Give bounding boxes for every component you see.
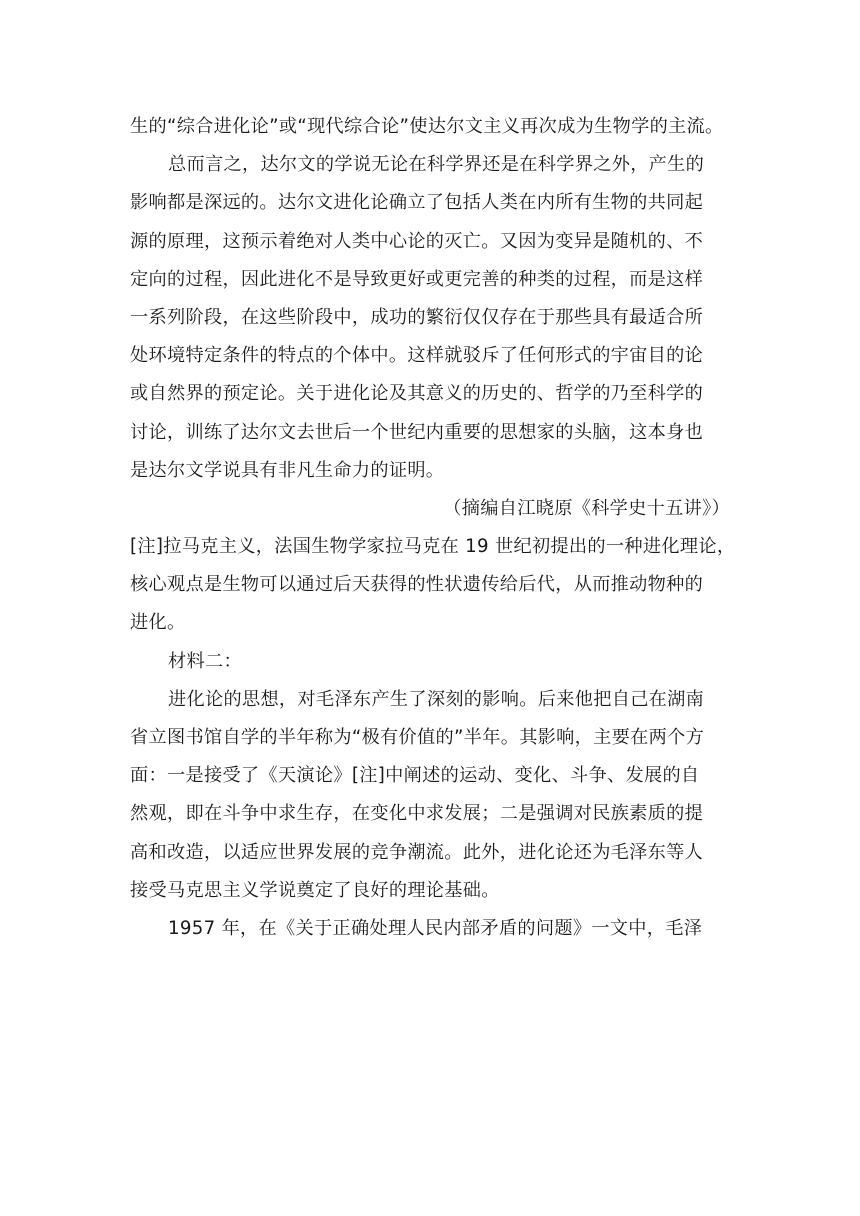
text-line: 讨论，训练了达尔文去世后一个世纪内重要的思想家的头脑，这本身也 — [130, 421, 704, 443]
text-line: 省立图书馆自学的半年称为“极有价值的”半年。其影响，主要在两个方 — [130, 727, 705, 748]
note-line: 核心观点是生物可以通过后天获得的性状遗传给后代，从而推动物种的 — [130, 574, 704, 596]
text-line: 总而言之，达尔文的学说无论在科学界还是在科学界之外，产生的 — [168, 154, 705, 176]
note-line: [注]拉马克主义，法国生物学家拉马克在 19 世纪初提出的一种进化理论， — [130, 536, 736, 558]
text-line: 源的原理，这预示着绝对人类中心论的灭亡。又因为变异是随机的、不 — [130, 230, 704, 252]
text-line: 进化论的思想，对毛泽东产生了深刻的影响。后来他把自己在湖南 — [168, 688, 705, 710]
text-line: 1957 年，在《关于正确处理人民内部矛盾的问题》一文中，毛泽 — [168, 917, 703, 939]
section-heading: 材料二： — [168, 650, 242, 672]
source-citation: （摘编自江晓原《科学史十五讲》） — [443, 497, 730, 519]
note-line: 进化。 — [130, 612, 186, 634]
text-line: 处环境特定条件的特点的个体中。这样就驳斥了任何形式的宇宙目的论 — [130, 345, 704, 367]
text-line: 高和改造，以适应世界发展的竞争潮流。此外，进化论还为毛泽东等人 — [130, 841, 704, 863]
text-line: 定向的过程，因此进化不是导致更好或更完善的种类的过程，而是这样 — [130, 268, 704, 290]
document-body — [130, 108, 736, 948]
text-line: 一系列阶段，在这些阶段中，成功的繁衍仅仅存在于那些具有最适合所 — [130, 306, 704, 328]
text-line: 接受马克思主义学说奠定了良好的理论基础。 — [130, 879, 500, 901]
text-line: 或自然界的预定论。关于进化论及其意义的历史的、哲学的乃至科学的 — [130, 383, 704, 405]
text-line: 面：一是接受了《天演论》[注]中阐述的运动、变化、斗争、发展的自 — [130, 765, 700, 787]
text-line: 生的“综合进化论”或“现代综合论”使达尔文主义再次成为生物学的主流。 — [130, 116, 724, 137]
text-line: 影响都是深远的。达尔文进化论确立了包括人类在内所有生物的共同起 — [130, 192, 704, 214]
text-line: 是达尔文学说具有非凡生命力的证明。 — [130, 459, 445, 481]
text-line: 然观，即在斗争中求生存，在变化中求发展；二是强调对民族素质的提 — [130, 803, 704, 825]
